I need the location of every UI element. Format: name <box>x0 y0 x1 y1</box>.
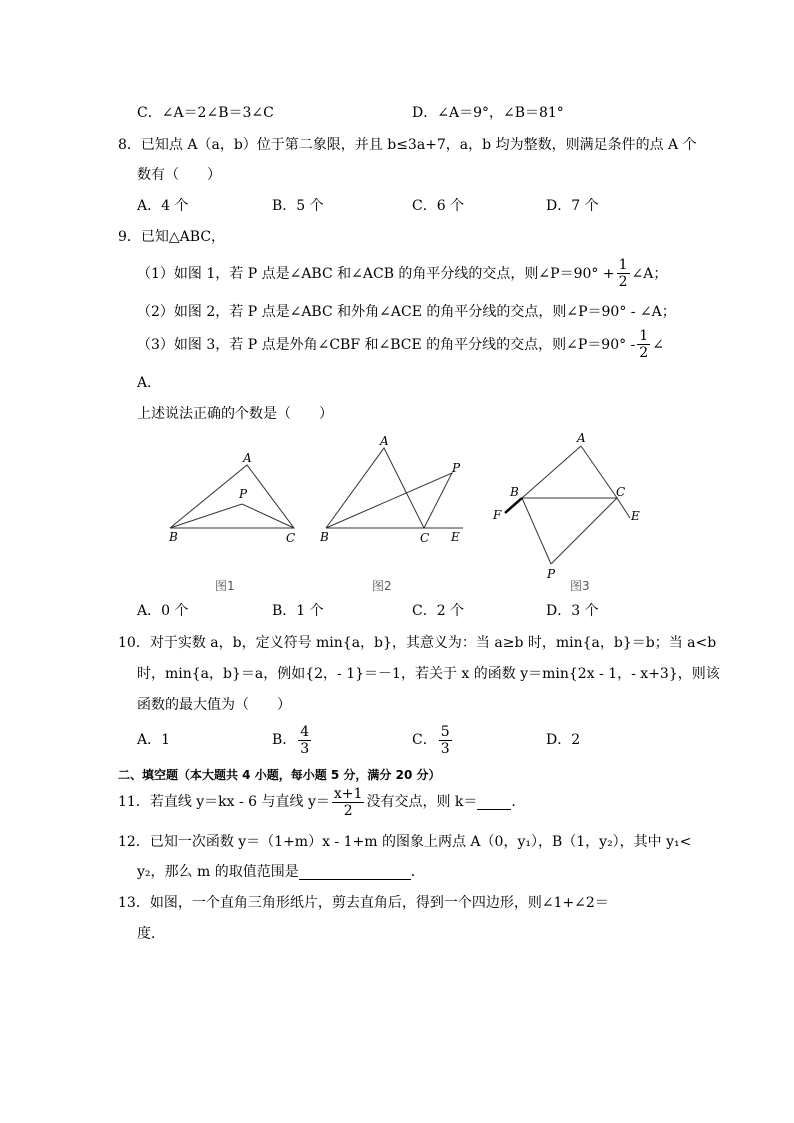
q12-answer-blank[interactable] <box>299 865 411 880</box>
q9-option-b: B．1 个 <box>272 603 324 619</box>
q10-stem-line2: 时，min{a，b}＝a，例如{2，- 1}＝－1，若关于 x 的函数 y＝min{2x - 1，- x+3}，则该 <box>137 666 720 682</box>
fig1-label-b: B <box>169 530 178 544</box>
q12-end: ． <box>410 864 425 880</box>
q8-option-d: D．7 个 <box>546 198 599 214</box>
q9-option-c: C．2 个 <box>412 603 465 619</box>
fig1-label-a: A <box>243 451 252 465</box>
q9-statement-3-end: A． <box>137 375 162 391</box>
q10-option-c <box>412 722 454 758</box>
q10-option-c-fraction <box>439 725 452 756</box>
fig2-caption: 图2 <box>372 579 392 593</box>
q8-option-c: C．6 个 <box>412 198 465 214</box>
q9-s3-tail: ∠ <box>652 336 664 353</box>
q12-text: y₂，那么 m 的取值范围是 <box>137 864 299 880</box>
q10-option-b-num: 4 <box>300 723 310 740</box>
q8-stem-line2: 数有（ ） <box>137 167 221 183</box>
q10-option-b <box>272 722 313 758</box>
q12-stem-line2 <box>137 862 425 882</box>
fig3-label-e: E <box>631 509 640 523</box>
fig3-label-c: C <box>616 485 626 499</box>
q11-end: ． <box>511 794 526 810</box>
q9-stem: 9．已知△ABC， <box>118 229 226 245</box>
fig1-caption: 图1 <box>215 579 235 593</box>
q9-statement-2: （2）如图 2，若 P 点是∠ABC 和外角∠ACE 的角平分线的交点，则∠P＝90° - ∠A； <box>137 304 676 320</box>
q11-frac-den: 2 <box>343 802 353 819</box>
fig2-label-e: E <box>451 530 460 544</box>
q9-option-d: D．3 个 <box>546 603 599 619</box>
section-title-fill-in: 二、填空题（本大题共 4 小题，每小题 5 分，满分 20 分） <box>118 768 441 782</box>
q9-s1-fraction <box>617 258 630 289</box>
q10-option-c-num: 5 <box>440 723 450 740</box>
fig2-label-a: A <box>380 434 389 448</box>
q10-option-c-den: 3 <box>440 740 450 757</box>
q10-option-a: A．1 <box>137 732 171 748</box>
fig3-label-b: B <box>510 485 519 499</box>
q7-option-d: D．∠A＝9°，∠B＝81° <box>412 105 564 121</box>
q9-question: 上述说法正确的个数是（ ） <box>137 406 333 422</box>
q7-option-c: C．∠A＝2∠B＝3∠C <box>137 105 274 121</box>
q11-answer-blank[interactable] <box>477 795 511 810</box>
q9-s1-den: 2 <box>618 274 628 290</box>
q11-fraction <box>332 787 365 818</box>
q9-statement-3 <box>137 329 664 360</box>
q9-s3-den: 2 <box>639 345 649 361</box>
q10-option-b-label: B． <box>272 732 297 748</box>
q8-option-a: A．4 个 <box>137 198 189 214</box>
q11-text: 11．若直线 y＝kx - 6 与直线 y＝ <box>118 794 330 810</box>
q9-s3-fraction <box>637 329 650 360</box>
q10-option-b-den: 3 <box>300 740 310 757</box>
fig3-caption: 图3 <box>570 579 590 593</box>
fig3-label-a: A <box>577 431 586 445</box>
fig2-label-b: B <box>320 530 329 544</box>
fig3-label-f: F <box>493 508 502 522</box>
q9-s1-text: （1）如图 1，若 P 点是∠ABC 和∠ACB 的角平分线的交点，则∠P＝90° + <box>137 265 615 282</box>
fig1-label-c: C <box>286 531 296 545</box>
q10-option-b-fraction <box>298 725 311 756</box>
q11-text-after: 没有交点，则 k＝ <box>366 794 478 810</box>
q10-option-c-label: C． <box>412 732 437 748</box>
q8-option-b: B．5 个 <box>272 198 324 214</box>
q9-figures <box>160 430 650 595</box>
fig1-label-p: P <box>239 487 248 501</box>
q9-s3-num: 1 <box>639 328 649 344</box>
q10-stem-line1: 10．对于实数 a，b，定义符号 min{a，b}，其意义为：当 a≥b 时，min{a，b}＝b；当 a<b <box>118 635 717 651</box>
q11-stem <box>118 784 525 820</box>
q13-stem-line1: 13．如图，一个直角三角形纸片，剪去直角后，得到一个四边形，则∠1+∠2＝ <box>118 895 609 911</box>
fig2-label-c: C <box>420 531 430 545</box>
q9-s1-tail: ∠A； <box>631 265 668 282</box>
q9-option-a: A．0 个 <box>137 603 189 619</box>
fig2-label-p: P <box>452 461 461 475</box>
fig3-label-p: P <box>547 567 556 581</box>
q13-stem-line2: 度． <box>137 926 165 942</box>
q11-frac-num: x+1 <box>333 785 363 802</box>
q9-s1-num: 1 <box>618 257 628 273</box>
q9-statement-1 <box>137 258 667 289</box>
q9-s3-text: （3）如图 3，若 P 点是外角∠CBF 和∠BCE 的角平分线的交点，则∠P＝90° - <box>137 336 636 353</box>
q10-option-d: D．2 <box>546 732 581 748</box>
q12-stem-line1: 12．已知一次函数 y＝（1+m）x - 1+m 的图象上两点 A（0，y₁），B（1，y₂），其中 y₁< <box>118 834 692 850</box>
q8-stem-line1: 8．已知点 A（a，b）位于第二象限，并且 b≤3a+7，a，b 均为整数，则满足条件的点 A 个 <box>118 137 697 153</box>
q10-stem-line3: 函数的最大值为（ ） <box>137 697 291 713</box>
